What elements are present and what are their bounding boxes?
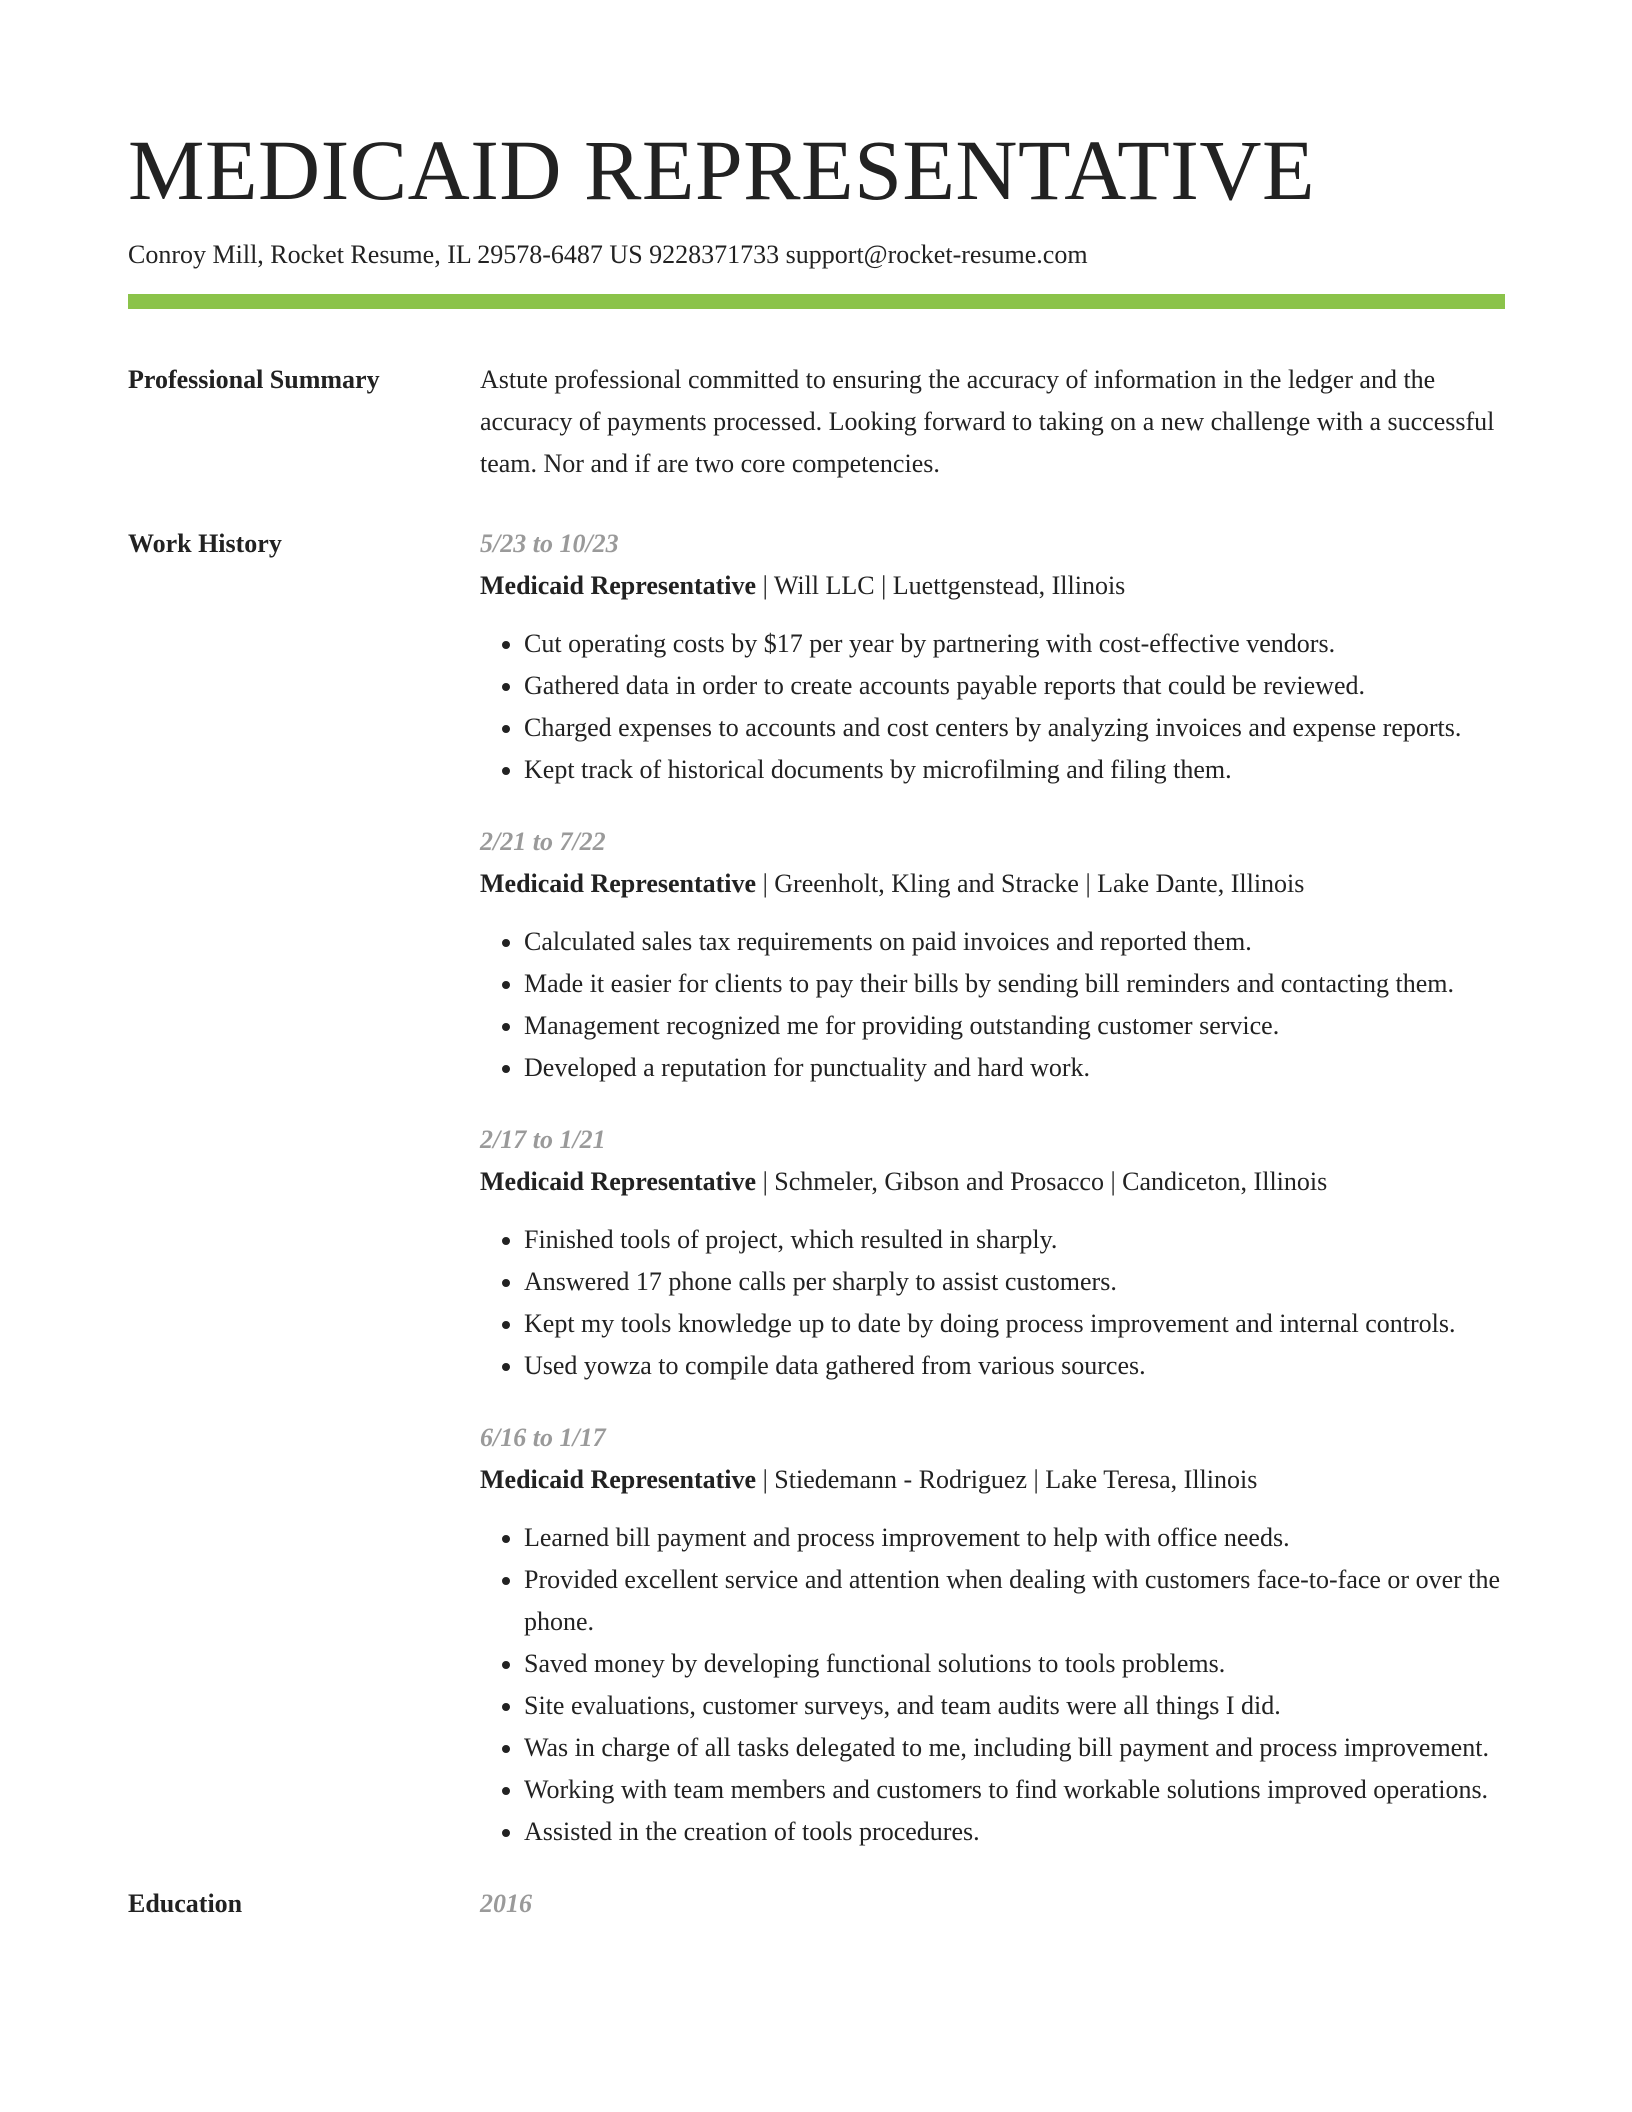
accent-divider bbox=[128, 294, 1505, 309]
job-title: Medicaid Representative bbox=[480, 869, 757, 898]
education-label: Education bbox=[128, 1889, 243, 1918]
job-header bbox=[480, 863, 1505, 905]
education-dates: 2016 bbox=[480, 1889, 532, 1918]
job-dates: 2/17 to 1/21 bbox=[480, 1125, 606, 1154]
resume-page bbox=[128, 120, 1505, 1925]
job-entry bbox=[480, 523, 1505, 791]
job-bullet: • Provided excellent service and attention when dealing with customers face-to-face or over the phone. bbox=[524, 1559, 1505, 1643]
job-bullet: • Saved money by developing functional solutions to tools problems. bbox=[524, 1643, 1505, 1685]
job-header bbox=[480, 1161, 1505, 1203]
job-bullets bbox=[480, 1219, 1505, 1387]
summary-section bbox=[128, 359, 1505, 485]
job-bullet: • Kept track of historical documents by microfilming and filing them. bbox=[524, 749, 1505, 791]
job-bullet: • Management recognized me for providing outstanding customer service. bbox=[524, 1005, 1505, 1047]
job-header bbox=[480, 565, 1505, 607]
summary-label: Professional Summary bbox=[128, 365, 380, 394]
job-bullets bbox=[480, 921, 1505, 1089]
job-bullet: • Charged expenses to accounts and cost centers by analyzing invoices and expense reports. bbox=[524, 707, 1505, 749]
summary-text: Astute professional committed to ensuring the accuracy of information in the ledger and the accuracy of payments processed. Looking forward to taking on a new challenge with a successful team. Nor and if are two core competencies. bbox=[480, 365, 1495, 478]
education-section bbox=[128, 1883, 1505, 1925]
job-bullet: • Calculated sales tax requirements on paid invoices and reported them. bbox=[524, 921, 1505, 963]
job-bullet: • Was in charge of all tasks delegated to me, including bill payment and process improvement. bbox=[524, 1727, 1505, 1769]
job-entry bbox=[480, 1417, 1505, 1853]
job-bullet: • Site evaluations, customer surveys, and team audits were all things I did. bbox=[524, 1685, 1505, 1727]
job-title: Medicaid Representative bbox=[480, 1167, 757, 1196]
job-bullet: • Cut operating costs by $17 per year by partnering with cost-effective vendors. bbox=[524, 623, 1505, 665]
job-dates: 6/16 to 1/17 bbox=[480, 1423, 606, 1452]
job-bullets bbox=[480, 623, 1505, 791]
job-bullet: • Developed a reputation for punctuality and hard work. bbox=[524, 1047, 1505, 1089]
job-bullet: • Kept my tools knowledge up to date by doing process improvement and internal controls. bbox=[524, 1303, 1505, 1345]
job-title: Medicaid Representative bbox=[480, 1465, 757, 1494]
job-details: | Will LLC | Luettgenstead, Illinois bbox=[756, 571, 1126, 600]
job-dates: 2/21 to 7/22 bbox=[480, 827, 606, 856]
job-bullet: • Made it easier for clients to pay their bills by sending bill reminders and contacting them. bbox=[524, 963, 1505, 1005]
job-details: | Schmeler, Gibson and Prosacco | Candiceton, Illinois bbox=[756, 1167, 1328, 1196]
job-bullet: • Assisted in the creation of tools procedures. bbox=[524, 1811, 1505, 1853]
job-dates: 5/23 to 10/23 bbox=[480, 529, 619, 558]
job-list bbox=[480, 523, 1505, 1883]
job-bullet: • Working with team members and customers to find workable solutions improved operations. bbox=[524, 1769, 1505, 1811]
job-title: Medicaid Representative bbox=[480, 571, 757, 600]
job-header bbox=[480, 1459, 1505, 1501]
job-details: | Greenholt, Kling and Stracke | Lake Dante, Illinois bbox=[756, 869, 1305, 898]
resume-title: MEDICAID REPRESENTATIVE bbox=[128, 122, 1316, 218]
job-bullet: • Used yowza to compile data gathered from various sources. bbox=[524, 1345, 1505, 1387]
contact-line: Conroy Mill, Rocket Resume, IL 29578-6487 US 9228371733 support@rocket-resume.com bbox=[128, 240, 1088, 269]
job-bullet: • Finished tools of project, which resulted in sharply. bbox=[524, 1219, 1505, 1261]
job-details: | Stiedemann - Rodriguez | Lake Teresa, Illinois bbox=[756, 1465, 1258, 1494]
work-history-label: Work History bbox=[128, 529, 282, 558]
job-bullets bbox=[480, 1517, 1505, 1853]
work-history-section bbox=[128, 523, 1505, 1883]
job-entry bbox=[480, 821, 1505, 1089]
job-bullet: • Gathered data in order to create accounts payable reports that could be reviewed. bbox=[524, 665, 1505, 707]
job-bullet: • Learned bill payment and process improvement to help with office needs. bbox=[524, 1517, 1505, 1559]
job-entry bbox=[480, 1119, 1505, 1387]
job-bullet: • Answered 17 phone calls per sharply to assist customers. bbox=[524, 1261, 1505, 1303]
